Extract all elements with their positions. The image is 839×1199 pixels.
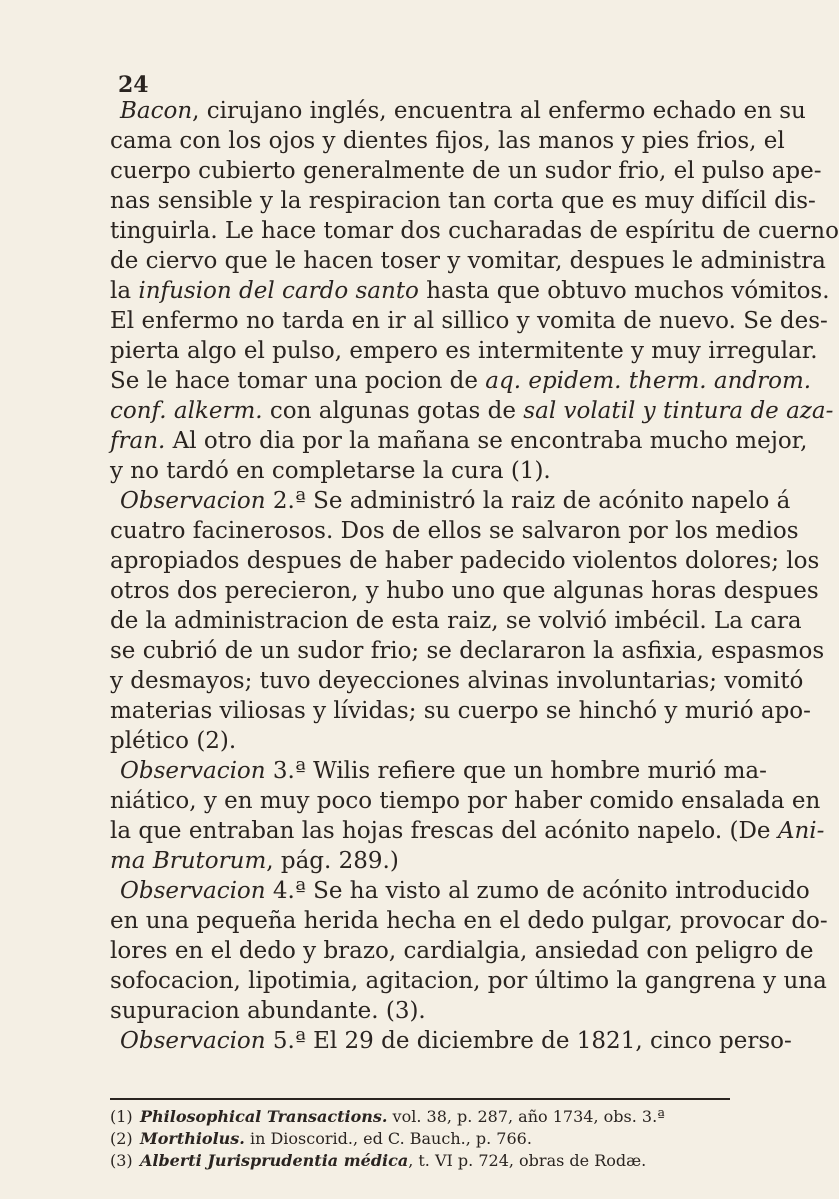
text-line xyxy=(110,246,826,276)
italic-run: Bacon xyxy=(120,98,193,124)
text-line xyxy=(110,816,825,846)
text-line xyxy=(110,726,714,756)
text-run: , cirujano inglés, encuentra al enfermo echado en su xyxy=(192,98,806,124)
text-run: cama con los ojos y dientes fijos, las manos y pies frios, el xyxy=(110,128,785,154)
text-run: Al otro dia por la mañana se encontraba mucho mejor, xyxy=(165,428,808,454)
italic-run: Observacion xyxy=(120,1028,266,1054)
text-line xyxy=(110,396,834,426)
text-run: se cubrió de un sudor frio; se declararon la asfixia, espasmos xyxy=(110,638,825,664)
text-line xyxy=(110,1026,792,1056)
text-line xyxy=(110,786,821,816)
footnote-text: vol. 38, p. 287, año 1734, obs. 3.ª xyxy=(387,1107,665,1126)
text-run: nas sensible y la respiracion tan corta que es muy difícil dis- xyxy=(110,188,816,214)
text-run: 3.ª Wilis refiere que un hombre murió ma- xyxy=(265,758,767,784)
footnote-number: (2) xyxy=(110,1129,133,1148)
text-line xyxy=(110,936,814,966)
text-run: 4.ª Se ha visto al zumo de acónito introducido xyxy=(265,878,810,904)
text-line xyxy=(110,126,785,156)
footnote-number: (3) xyxy=(110,1151,133,1170)
text-line xyxy=(110,696,811,726)
text-line xyxy=(110,576,819,606)
body-text xyxy=(110,96,839,1056)
italic-run: infusion del cardo santo xyxy=(138,278,419,304)
text-run: supuracion abundante. (3). xyxy=(110,998,426,1024)
text-run: de la administracion de esta raiz, se volvió imbécil. La cara xyxy=(110,608,802,634)
text-line xyxy=(110,306,828,336)
text-line xyxy=(110,996,714,1026)
text-line xyxy=(110,516,799,546)
text-run: en una pequeña herida hecha en el dedo pulgar, provocar do- xyxy=(110,908,828,934)
text-line xyxy=(110,636,825,666)
text-run: 5.ª El 29 de diciembre de 1821, cinco perso- xyxy=(265,1028,792,1054)
text-run: apropiados despues de haber padecido violentos dolores; los xyxy=(110,548,820,574)
text-line xyxy=(110,486,791,516)
footnotes xyxy=(110,1106,730,1172)
italic-run: Observacion xyxy=(120,878,266,904)
text-run: pierta algo el pulso, empero es intermitente y muy irregular. xyxy=(110,338,818,364)
text-line xyxy=(110,366,812,396)
text-run: sofocacion, lipotimia, agitacion, por último la gangrena y una xyxy=(110,968,827,994)
text-run: plético (2). xyxy=(110,728,237,754)
text-line xyxy=(110,426,808,456)
text-line xyxy=(110,96,806,126)
text-line xyxy=(110,216,839,246)
italic-run: sal volatil y tintura de aza- xyxy=(523,398,834,424)
text-run: niático, y en muy poco tiempo por haber comido ensalada en xyxy=(110,788,821,814)
text-run: con algunas gotas de xyxy=(262,398,524,424)
italic-run: Observacion xyxy=(120,488,266,514)
text-run: , pág. 289.) xyxy=(266,848,399,874)
text-run: cuerpo cubierto generalmente de un sudor frio, el pulso ape- xyxy=(110,158,822,184)
italic-run: fran. xyxy=(110,428,166,454)
text-line xyxy=(110,336,818,366)
text-line xyxy=(110,276,830,306)
text-run: de ciervo que le hacen toser y vomitar, despues le administra xyxy=(110,248,826,274)
text-run: hasta que obtuvo muchos vómitos. xyxy=(418,278,830,304)
italic-run: aq. epidem. therm. androm. xyxy=(485,368,812,394)
italic-run: ma Brutorum xyxy=(110,848,267,874)
text-run: y no tardó en completarse la cura (1). xyxy=(110,458,551,484)
footnote xyxy=(110,1150,730,1172)
text-line xyxy=(110,906,828,936)
footnote-text: , t. VI p. 724, obras de Rodæ. xyxy=(408,1151,647,1170)
text-run: y desmayos; tuvo deyecciones alvinas involuntarias; vomitó xyxy=(110,668,804,694)
text-line xyxy=(110,666,804,696)
text-run: Se le hace tomar una pocion de xyxy=(110,368,486,394)
footnote-rule xyxy=(110,1098,730,1100)
footnote xyxy=(110,1106,730,1128)
text-line xyxy=(110,546,820,576)
text-line xyxy=(110,756,767,786)
text-line xyxy=(110,606,802,636)
text-line xyxy=(110,186,816,216)
italic-run: conf. alkerm. xyxy=(110,398,263,424)
text-run: El enfermo no tarda en ir al sillico y vomita de nuevo. Se des- xyxy=(110,308,828,334)
text-run: la xyxy=(110,278,139,304)
page-number: 24 xyxy=(118,72,149,98)
text-run: lores en el dedo y brazo, cardialgia, ansiedad con peligro de xyxy=(110,938,814,964)
footnote-title: Morthiolus. xyxy=(140,1129,245,1148)
text-line xyxy=(110,156,822,186)
footnote-title: Alberti Jurisprudentia médica xyxy=(140,1151,409,1170)
footnote xyxy=(110,1128,730,1150)
footnote-number: (1) xyxy=(110,1107,133,1126)
text-line xyxy=(110,846,714,876)
text-line xyxy=(110,966,827,996)
italic-run: Observacion xyxy=(120,758,266,784)
footnote-text: in Dioscorid., ed C. Bauch., p. 766. xyxy=(244,1129,532,1148)
italic-run: Ani- xyxy=(777,818,825,844)
text-run: cuatro facinerosos. Dos de ellos se salvaron por los medios xyxy=(110,518,799,544)
text-run: la que entraban las hojas frescas del acónito napelo. (De xyxy=(110,818,778,844)
text-run: materias viliosas y lívidas; su cuerpo se hinchó y murió apo- xyxy=(110,698,811,724)
text-line xyxy=(110,876,810,906)
text-run: otros dos perecieron, y hubo uno que algunas horas despues xyxy=(110,578,819,604)
footnote-title: Philosophical Transactions. xyxy=(140,1107,388,1126)
text-run: 2.ª Se administró la raiz de acónito napelo á xyxy=(265,488,791,514)
text-line xyxy=(110,456,714,486)
text-run: tinguirla. Le hace tomar dos cucharadas de espíritu de cuerno xyxy=(110,218,839,244)
